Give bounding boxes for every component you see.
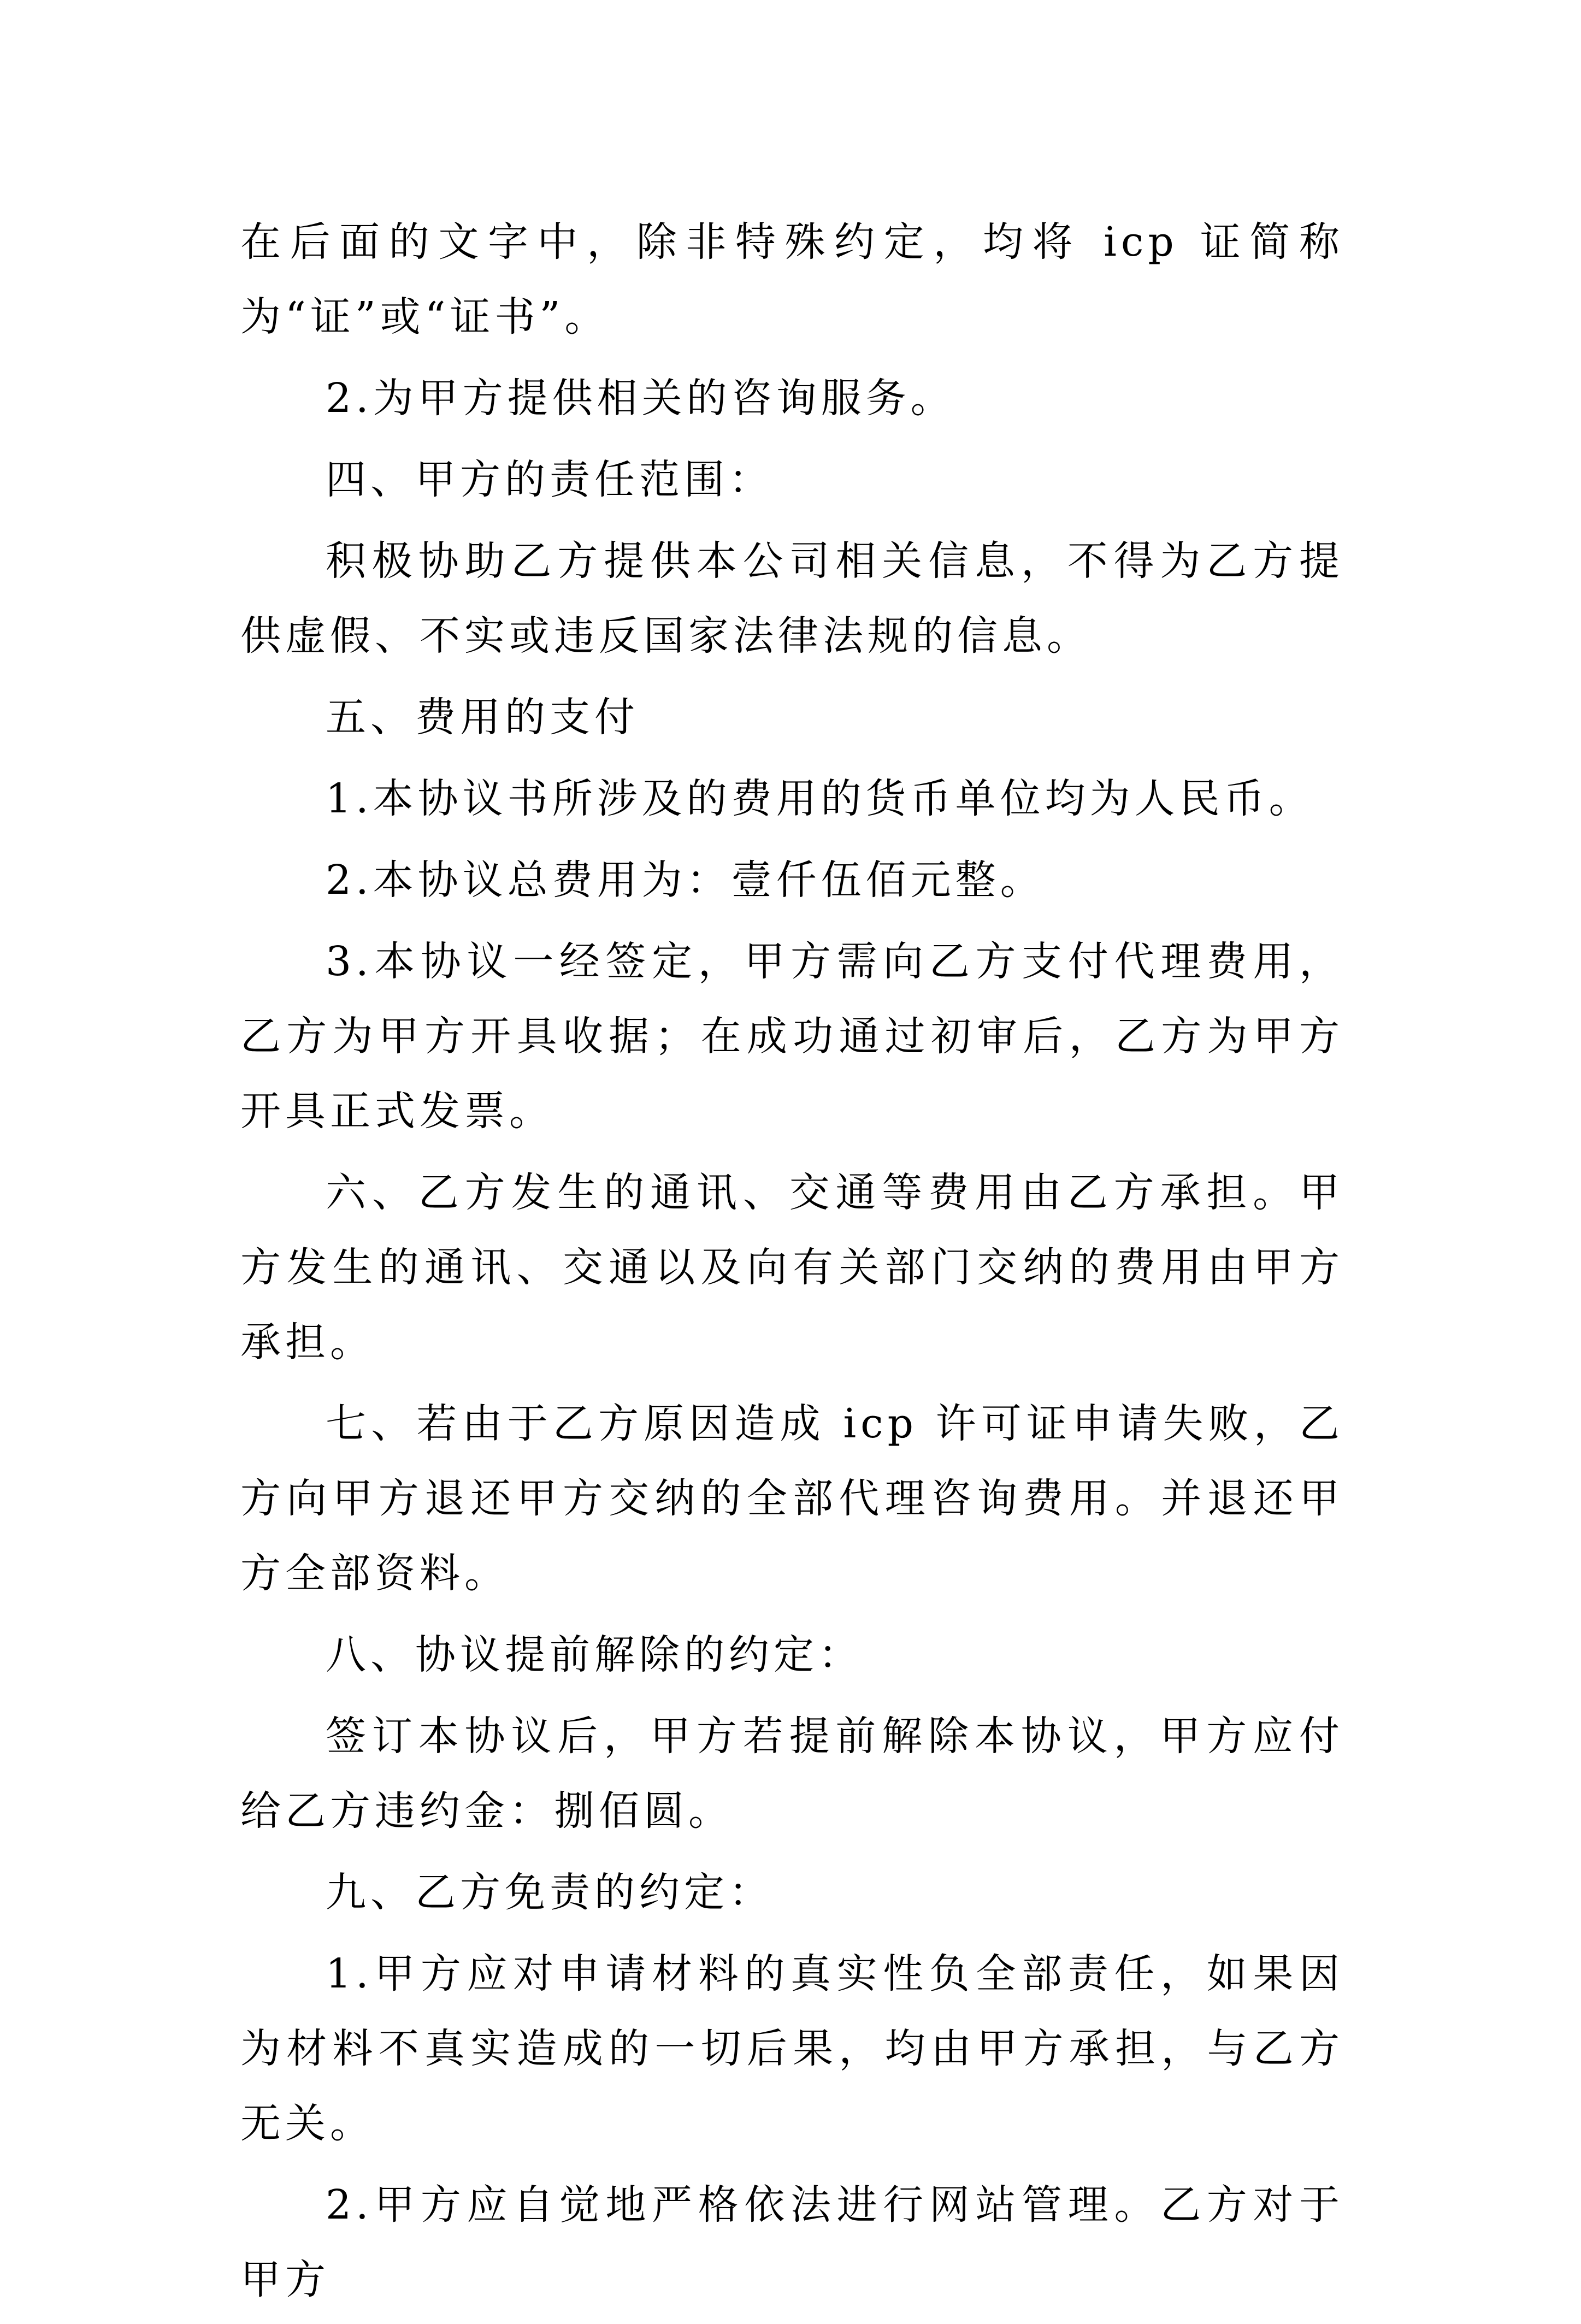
heading-party-a-responsibility: 四、甲方的责任范围： xyxy=(326,456,774,503)
paragraph-total-fee: 2.本协议总费用为：壹仟伍佰元整。 xyxy=(326,857,1045,904)
paragraph-refund: 七、若由于乙方原因造成 icp 许可证申请失败，乙方向甲方退还甲方交纳的全部代理咨询费用。并退还甲方全部资料。 xyxy=(240,1400,1344,1597)
heading-payment: 五、费用的支付 xyxy=(326,694,639,741)
paragraph-expenses: 六、乙方发生的通讯、交通等费用由乙方承担。甲方发生的通讯、交通以及向有关部门交纳的费用由甲方承担。 xyxy=(240,1169,1344,1366)
document-body xyxy=(240,205,1344,2324)
paragraph-currency: 1.本协议书所涉及的费用的货币单位均为人民币。 xyxy=(326,775,1314,822)
heading-early-termination: 八、协议提前解除的约定： xyxy=(326,1631,863,1678)
paragraph-material-truth: 1.甲方应对申请材料的真实性负全部责任，如果因为材料不真实造成的一切后果，均由甲方承担，与乙方无关。 xyxy=(240,1950,1344,2147)
paragraph-icp-abbreviation: 在后面的文字中，除非特殊约定，均将 icp 证简称为“证”或“证书”。 xyxy=(240,219,1344,340)
paragraph-website-management: 2.甲方应自觉地严格依法进行网站管理。乙方对于甲方 xyxy=(240,2181,1344,2303)
paragraph-party-a-assist: 积极协助乙方提供本公司相关信息，不得为乙方提供虚假、不实或违反国家法律法规的信息。 xyxy=(240,538,1344,659)
paragraph-penalty: 签订本协议后，甲方若提前解除本协议，甲方应付给乙方违约金：捌佰圆。 xyxy=(240,1713,1344,1835)
paragraph-consulting-service: 2.为甲方提供相关的咨询服务。 xyxy=(326,375,955,422)
paragraph-receipt-invoice: 3.本协议一经签定，甲方需向乙方支付代理费用，乙方为甲方开具收据；在成功通过初审后，乙方为甲方开具正式发票。 xyxy=(240,938,1344,1135)
heading-party-b-exemption: 九、乙方免责的约定： xyxy=(326,1869,774,1916)
